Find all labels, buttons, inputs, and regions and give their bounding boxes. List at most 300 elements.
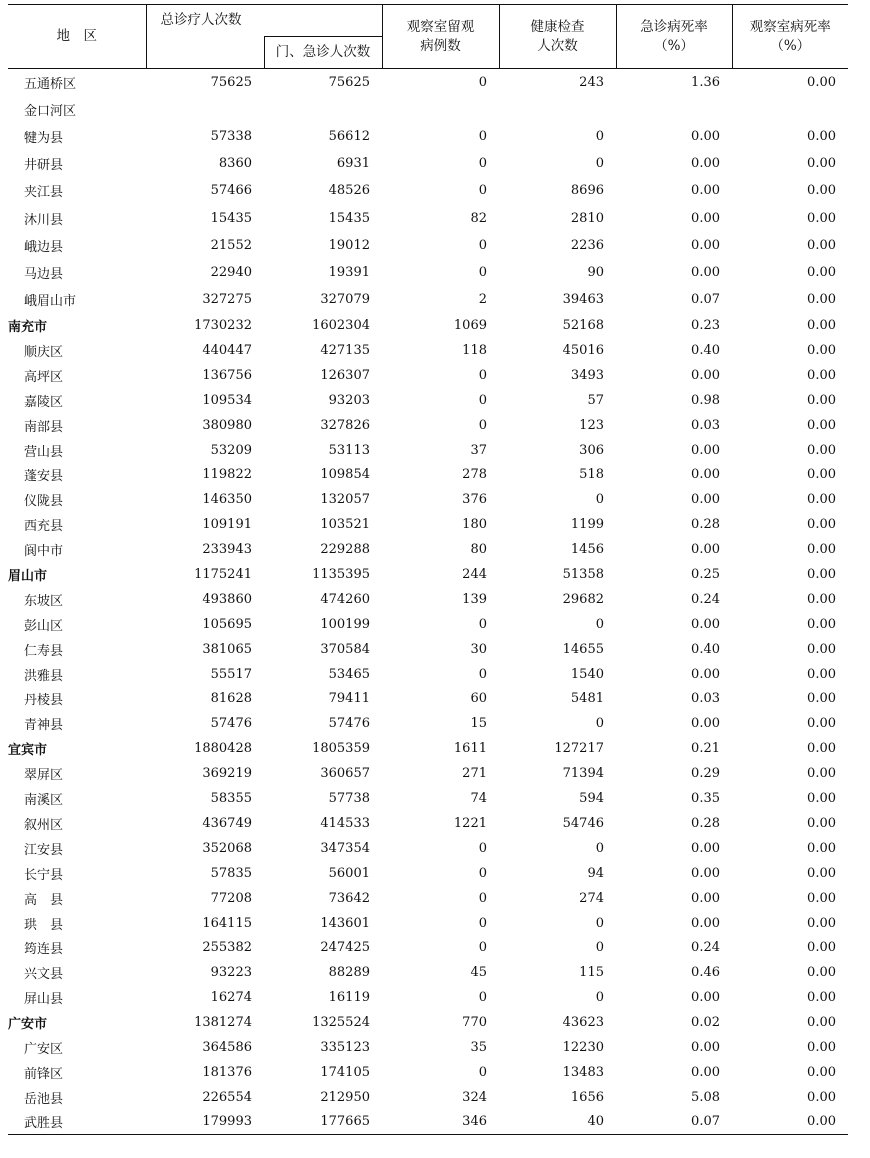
region-name: 江安县 (24, 842, 64, 858)
cell-value: 0.29 (691, 766, 720, 782)
cell-value: 436749 (202, 815, 252, 831)
cell-value: 0 (478, 865, 487, 881)
cell-value: 306 (579, 442, 604, 458)
cell-value: 0 (478, 417, 487, 433)
cell-value: 0.00 (807, 343, 836, 359)
table-row (8, 761, 848, 786)
cell-value: 0.00 (807, 791, 836, 807)
cell-value: 364586 (202, 1039, 252, 1055)
cell-value: 57835 (210, 865, 252, 881)
region-name: 眉山市 (8, 569, 48, 585)
cell-value: 109534 (202, 392, 252, 408)
cell-value: 0.00 (807, 965, 836, 981)
table-row (8, 662, 848, 687)
header-observation-mortality: 观察室病死率 （%） (732, 5, 848, 69)
cell-value: 380980 (202, 417, 252, 433)
city-row (8, 1010, 848, 1035)
region-name: 嘉陵区 (24, 394, 64, 410)
cell-value: 0.00 (807, 517, 836, 533)
cell-value: 1381274 (194, 1015, 252, 1031)
cell-value: 53113 (328, 442, 370, 458)
cell-value: 0.00 (807, 890, 836, 906)
cell-value: 0 (478, 915, 487, 931)
table-row (8, 886, 848, 911)
region-name: 南部县 (24, 419, 64, 435)
cell-value: 0.00 (807, 641, 836, 657)
region-name: 峨眉山市 (24, 294, 77, 310)
table-row (8, 388, 848, 413)
cell-value: 360657 (320, 766, 370, 782)
cell-value: 15435 (328, 210, 370, 226)
cell-value: 16274 (210, 990, 252, 1006)
cell-value: 0.00 (807, 237, 836, 253)
city-row (8, 313, 848, 338)
table-row (8, 960, 848, 985)
cell-value: 0.35 (691, 791, 720, 807)
cell-value (382, 96, 499, 123)
cell-value: 109191 (202, 517, 252, 533)
cell-value: 0.00 (807, 616, 836, 632)
cell-value: 0.00 (807, 1064, 836, 1080)
cell-value: 0 (595, 840, 604, 856)
cell-value: 0.23 (691, 318, 720, 334)
table-row (8, 587, 848, 612)
cell-value: 19391 (328, 264, 370, 280)
cell-value: 16119 (328, 990, 370, 1006)
region-name: 屏山县 (24, 992, 64, 1008)
cell-value: 53209 (210, 442, 252, 458)
city-row (8, 562, 848, 587)
cell-value: 0.00 (807, 467, 836, 483)
cell-value: 177665 (264, 1110, 382, 1135)
cell-value (264, 96, 382, 123)
table-row (8, 1060, 848, 1085)
region-name: 彭山区 (24, 618, 64, 634)
cell-value: 77208 (210, 890, 252, 906)
cell-value: 255382 (202, 940, 252, 956)
cell-value: 0 (478, 367, 487, 383)
table-row (8, 836, 848, 861)
cell-value: 370584 (320, 641, 370, 657)
cell-value: 51358 (562, 567, 604, 583)
cell-value: 0.00 (691, 210, 720, 226)
cell-value: 0.24 (691, 591, 720, 607)
table-row (8, 935, 848, 960)
cell-value: 164115 (202, 915, 252, 931)
cell-value: 244 (462, 567, 487, 583)
region-name: 沐川县 (24, 212, 64, 228)
cell-value: 0 (478, 264, 487, 280)
cell-value: 271 (462, 766, 487, 782)
cell-value: 0.00 (807, 210, 836, 226)
cell-value: 105695 (202, 616, 252, 632)
table-row (8, 123, 848, 150)
region-name: 青神县 (24, 718, 64, 734)
cell-value: 0.28 (691, 815, 720, 831)
cell-value: 427135 (320, 343, 370, 359)
cell-value: 0 (595, 616, 604, 632)
table-row (8, 487, 848, 512)
cell-value: 82 (470, 210, 487, 226)
cell-value: 0.00 (691, 264, 720, 280)
cell-value: 75625 (328, 74, 370, 90)
cell-value: 0 (595, 915, 604, 931)
table-row (8, 463, 848, 488)
region-name: 翠屏区 (24, 768, 64, 784)
cell-value: 474260 (320, 591, 370, 607)
cell-value: 346 (382, 1110, 499, 1135)
cell-value: 30 (470, 641, 487, 657)
cell-value: 48526 (328, 183, 370, 199)
cell-value: 8696 (570, 183, 604, 199)
cell-value: 40 (499, 1110, 616, 1135)
cell-value: 57 (587, 392, 604, 408)
cell-value: 126307 (320, 367, 370, 383)
cell-value: 226554 (202, 1089, 252, 1105)
region-name: 井研县 (24, 158, 64, 174)
table-body (8, 69, 848, 1135)
region-name: 前锋区 (24, 1066, 64, 1082)
region-name: 仁寿县 (24, 643, 64, 659)
cell-value: 0 (478, 666, 487, 682)
region-name: 高坪区 (24, 369, 64, 385)
cell-value: 0.00 (691, 367, 720, 383)
cell-value: 90 (587, 264, 604, 280)
cell-value: 71394 (562, 766, 604, 782)
table-row (8, 1085, 848, 1110)
cell-value: 0.00 (807, 716, 836, 732)
cell-value: 180 (462, 517, 487, 533)
cell-value: 229288 (320, 542, 370, 558)
cell-value: 45 (470, 965, 487, 981)
region-name: 峨边县 (24, 239, 64, 255)
table-row (8, 259, 848, 286)
cell-value: 212950 (320, 1089, 370, 1105)
cell-value: 80 (470, 542, 487, 558)
cell-value: 376 (462, 492, 487, 508)
header-outpatient-visits: 门、急诊人次数 (264, 37, 382, 69)
cell-value (499, 96, 616, 123)
cell-value: 118 (462, 343, 487, 359)
cell-value: 0.00 (807, 542, 836, 558)
cell-value: 0.00 (691, 1039, 720, 1055)
cell-value: 54746 (562, 815, 604, 831)
cell-value: 57476 (210, 716, 252, 732)
cell-value: 1325524 (312, 1015, 370, 1031)
table-row (8, 861, 848, 886)
table-row (8, 150, 848, 177)
cell-value: 0 (478, 183, 487, 199)
cell-value: 0.00 (807, 915, 836, 931)
cell-value: 0 (478, 990, 487, 1006)
cell-value: 0.00 (691, 890, 720, 906)
cell-value: 13483 (562, 1064, 604, 1080)
cell-value: 274 (579, 890, 604, 906)
table-row (8, 512, 848, 537)
cell-value: 518 (579, 467, 604, 483)
cell-value: 57466 (210, 183, 252, 199)
cell-value: 143601 (320, 915, 370, 931)
cell-value: 0.00 (691, 542, 720, 558)
region-name: 岳池县 (24, 1091, 64, 1107)
table-row (8, 204, 848, 231)
cell-value (616, 96, 732, 123)
table-row (8, 687, 848, 712)
cell-value: 73642 (328, 890, 370, 906)
cell-value: 3493 (570, 367, 604, 383)
cell-value: 0.00 (807, 815, 836, 831)
cell-value: 0.00 (807, 766, 836, 782)
region-name: 南充市 (8, 320, 48, 336)
cell-value: 103521 (320, 517, 370, 533)
region-name: 广安市 (8, 1017, 48, 1033)
cell-value: 2810 (570, 210, 604, 226)
cell-value: 94 (587, 865, 604, 881)
cell-value: 0.00 (691, 237, 720, 253)
region-name: 夹江县 (24, 185, 64, 201)
cell-value: 1540 (570, 666, 604, 682)
cell-value: 327079 (320, 292, 370, 308)
cell-value: 0 (478, 616, 487, 632)
region-name: 顺庆区 (24, 345, 64, 361)
cell-value: 0.00 (807, 183, 836, 199)
cell-value: 594 (579, 791, 604, 807)
cell-value: 0.00 (807, 1039, 836, 1055)
cell-value: 0.00 (807, 74, 836, 90)
cell-value: 0.00 (732, 1110, 848, 1135)
cell-value (146, 96, 264, 123)
cell-value: 75625 (210, 74, 252, 90)
cell-value: 139 (462, 591, 487, 607)
region-name: 营山县 (24, 444, 64, 460)
table-row (8, 612, 848, 637)
cell-value: 56001 (328, 865, 370, 881)
region-name: 兴文县 (24, 967, 64, 983)
cell-value: 5.08 (691, 1089, 720, 1105)
cell-value: 19012 (328, 237, 370, 253)
region-name: 金口河区 (24, 103, 77, 119)
cell-value: 0 (478, 74, 487, 90)
cell-value: 0 (478, 1064, 487, 1080)
cell-value: 0.02 (691, 1015, 720, 1031)
cell-value: 243 (579, 74, 604, 90)
cell-value: 93203 (328, 392, 370, 408)
cell-value: 57476 (328, 716, 370, 732)
region-name: 五通桥区 (24, 76, 77, 92)
cell-value: 35 (470, 1039, 487, 1055)
cell-value: 0.00 (807, 865, 836, 881)
cell-value: 57338 (210, 128, 252, 144)
cell-value: 0 (595, 128, 604, 144)
cell-value: 440447 (202, 343, 252, 359)
cell-value: 45016 (562, 343, 604, 359)
cell-value: 81628 (210, 691, 252, 707)
cell-value: 414533 (320, 815, 370, 831)
table-row (8, 96, 848, 123)
cell-value: 324 (462, 1089, 487, 1105)
cell-value: 0 (478, 128, 487, 144)
cell-value: 93223 (210, 965, 252, 981)
cell-value: 1199 (570, 517, 604, 533)
cell-value: 0.00 (807, 392, 836, 408)
cell-value: 56612 (328, 128, 370, 144)
cell-value: 0.00 (807, 840, 836, 856)
cell-value: 381065 (202, 641, 252, 657)
cell-value: 0.03 (691, 691, 720, 707)
cell-value: 2236 (570, 237, 604, 253)
region-name: 武胜县 (8, 1110, 146, 1135)
cell-value: 0.07 (616, 1110, 732, 1135)
cell-value: 0.40 (691, 641, 720, 657)
header-emergency-mortality: 急诊病死率 （%） (616, 5, 732, 69)
cell-value: 1135395 (312, 567, 370, 583)
region-name: 仪陇县 (24, 494, 64, 510)
cell-value: 0.46 (691, 965, 720, 981)
cell-value: 0.00 (807, 741, 836, 757)
cell-value: 79411 (328, 691, 370, 707)
cell-value: 0 (478, 156, 487, 172)
table-row (8, 711, 848, 736)
cell-value: 0.00 (691, 716, 720, 732)
region-name: 珙 县 (24, 917, 64, 933)
cell-value: 57738 (328, 791, 370, 807)
header-total-visits: 总诊疗人次数 (146, 5, 382, 37)
cell-value: 0.00 (807, 264, 836, 280)
cell-value: 0.00 (807, 1089, 836, 1105)
cell-value: 1175241 (194, 567, 252, 583)
region-name: 蓬安县 (24, 469, 64, 485)
cell-value: 0.00 (807, 1015, 836, 1031)
cell-value: 493860 (202, 591, 252, 607)
cell-value: 0.25 (691, 567, 720, 583)
cell-value: 0 (595, 492, 604, 508)
cell-value: 0.00 (807, 691, 836, 707)
cell-value: 0.00 (807, 417, 836, 433)
cell-value: 39463 (562, 292, 604, 308)
cell-value: 327826 (320, 417, 370, 433)
cell-value: 0 (595, 940, 604, 956)
cell-value: 0.00 (691, 666, 720, 682)
cell-value: 0.24 (691, 940, 720, 956)
table-header (8, 5, 848, 69)
cell-value: 0 (595, 716, 604, 732)
table-row (8, 1035, 848, 1060)
cell-value: 0.00 (807, 318, 836, 334)
region-name: 叙州区 (24, 817, 64, 833)
region-name: 长宁县 (24, 867, 64, 883)
cell-value: 22940 (210, 264, 252, 280)
cell-value: 0.00 (691, 467, 720, 483)
cell-value: 0.00 (807, 666, 836, 682)
region-name: 西充县 (24, 519, 64, 535)
cell-value: 0.00 (807, 367, 836, 383)
cell-value: 0 (478, 840, 487, 856)
cell-value: 8360 (218, 156, 252, 172)
region-name: 筠连县 (24, 942, 64, 958)
cell-value: 58355 (210, 791, 252, 807)
cell-value: 0.00 (691, 865, 720, 881)
header-health-checks: 健康检查 人次数 (499, 5, 616, 69)
region-name: 阆中市 (24, 544, 64, 560)
cell-value: 0.00 (807, 492, 836, 508)
cell-value: 1456 (570, 542, 604, 558)
cell-value: 0.00 (807, 567, 836, 583)
cell-value: 352068 (202, 840, 252, 856)
cell-value: 15 (470, 716, 487, 732)
cell-value: 12230 (562, 1039, 604, 1055)
cell-value: 0.03 (691, 417, 720, 433)
cell-value: 0.00 (691, 128, 720, 144)
cell-value: 0.00 (691, 1064, 720, 1080)
cell-value: 100199 (320, 616, 370, 632)
table-row (8, 338, 848, 363)
cell-value: 174105 (320, 1064, 370, 1080)
cell-value: 0.98 (691, 392, 720, 408)
cell-value: 347354 (320, 840, 370, 856)
cell-value: 0 (478, 392, 487, 408)
table-row (8, 786, 848, 811)
cell-value: 1221 (453, 815, 487, 831)
cell-value: 0 (478, 237, 487, 253)
header-observation-cases: 观察室留观 病例数 (382, 5, 499, 69)
table-row (8, 985, 848, 1010)
cell-value: 88289 (328, 965, 370, 981)
cell-value: 0.00 (807, 128, 836, 144)
cell-value: 0.00 (807, 156, 836, 172)
cell-value: 0.00 (807, 940, 836, 956)
region-name: 广安区 (24, 1041, 64, 1057)
table-row (8, 232, 848, 259)
cell-value: 43623 (562, 1015, 604, 1031)
table-row (8, 177, 848, 204)
cell-value: 119822 (202, 467, 252, 483)
cell-value: 0.00 (691, 183, 720, 199)
cell-value: 132057 (320, 492, 370, 508)
table-row (8, 811, 848, 836)
cell-value: 0.00 (691, 492, 720, 508)
cell-value: 0.00 (691, 840, 720, 856)
header-total-visits-spacer (146, 37, 264, 69)
cell-value: 0.00 (691, 156, 720, 172)
cell-value: 1805359 (312, 741, 370, 757)
cell-value: 278 (462, 467, 487, 483)
cell-value: 0.00 (807, 591, 836, 607)
cell-value: 127217 (554, 741, 604, 757)
cell-value: 21552 (210, 237, 252, 253)
table-row (8, 911, 848, 936)
cell-value: 0 (595, 156, 604, 172)
cell-value: 52168 (562, 318, 604, 334)
cell-value: 1602304 (312, 318, 370, 334)
cell-value: 369219 (202, 766, 252, 782)
cell-value: 247425 (320, 940, 370, 956)
cell-value: 0.28 (691, 517, 720, 533)
cell-value: 37 (470, 442, 487, 458)
cell-value: 0.40 (691, 343, 720, 359)
cell-value: 1.36 (691, 74, 720, 90)
cell-value: 233943 (202, 542, 252, 558)
table-row (8, 438, 848, 463)
cell-value: 0.00 (691, 990, 720, 1006)
cell-value: 0.21 (691, 741, 720, 757)
cell-value: 335123 (320, 1039, 370, 1055)
region-name: 东坡区 (24, 593, 64, 609)
table-row (8, 286, 848, 313)
region-name: 南溪区 (24, 793, 64, 809)
cell-value: 179993 (146, 1110, 264, 1135)
cell-value: 1069 (453, 318, 487, 334)
region-name: 丹棱县 (24, 693, 64, 709)
